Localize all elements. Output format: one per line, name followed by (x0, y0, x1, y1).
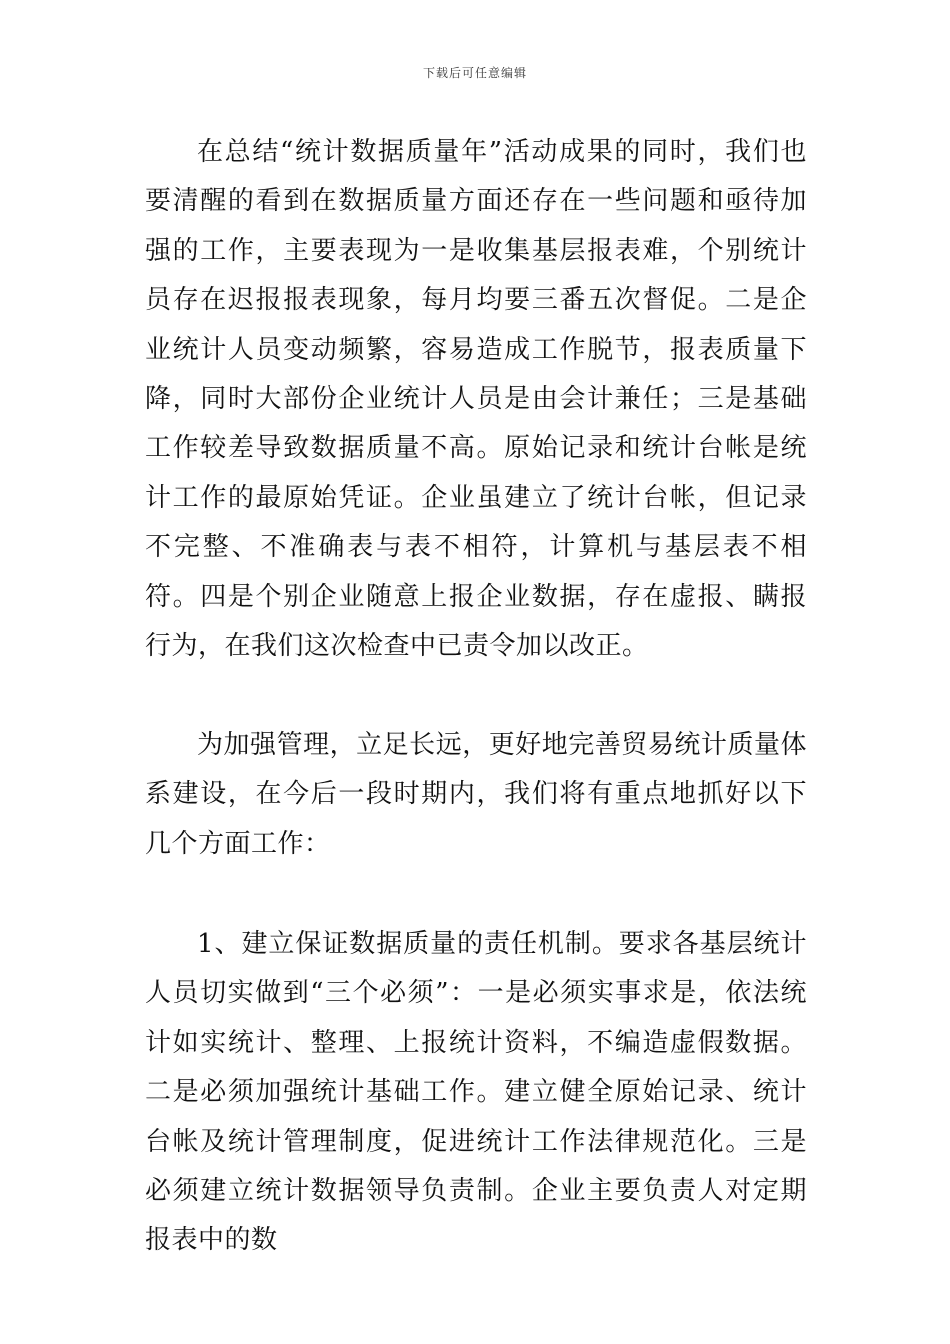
paragraph-data-quality-problems: 在总结“统计数据质量年”活动成果的同时，我们也要清醒的看到在数据质量方面还存在一些问题和亟待加强的工作，主要表现为一是收集基层报表难，个别统计员存在迟报报表现象，每月均要三番五次督促。二是企业统计人员变动频繁，容易造成工作脱节，报表质量下降，同时大部份企业统计人员是由会计兼任；三是基础工作较差导致数据质量不高。原始记录和统计台帐是统计工作的最原始凭证。企业虽建立了统计台帐，但记录不完整、不准确表与表不相符，计算机与基层表不相符。四是个别企业随意上报企业数据，存在虚报、瞒报行为，在我们这次检查中已责令加以改正。 (145, 137, 807, 662)
paragraph-responsibility-mechanism: 1、建立保证数据质量的责任机制。要求各基层统计人员切实做到“三个必须”：一是必须实事求是，依法统计如实统计、整理、上报统计资料，不编造虚假数据。二是必须加强统计基础工作。建立健全原始记录、统计台帐及统计管理制度，促进统计工作法律规范化。三是必须建立统计数据领导负责制。企业主要负责人对定期报表中的数 (145, 929, 807, 1256)
paragraph-management-intro: 为加强管理，立足长远，更好地完善贸易统计质量体系建设，在今后一段时期内，我们将有重点地抓好以下几个方面工作： (145, 730, 807, 859)
header-note: 下载后可任意编辑 (422, 66, 527, 80)
